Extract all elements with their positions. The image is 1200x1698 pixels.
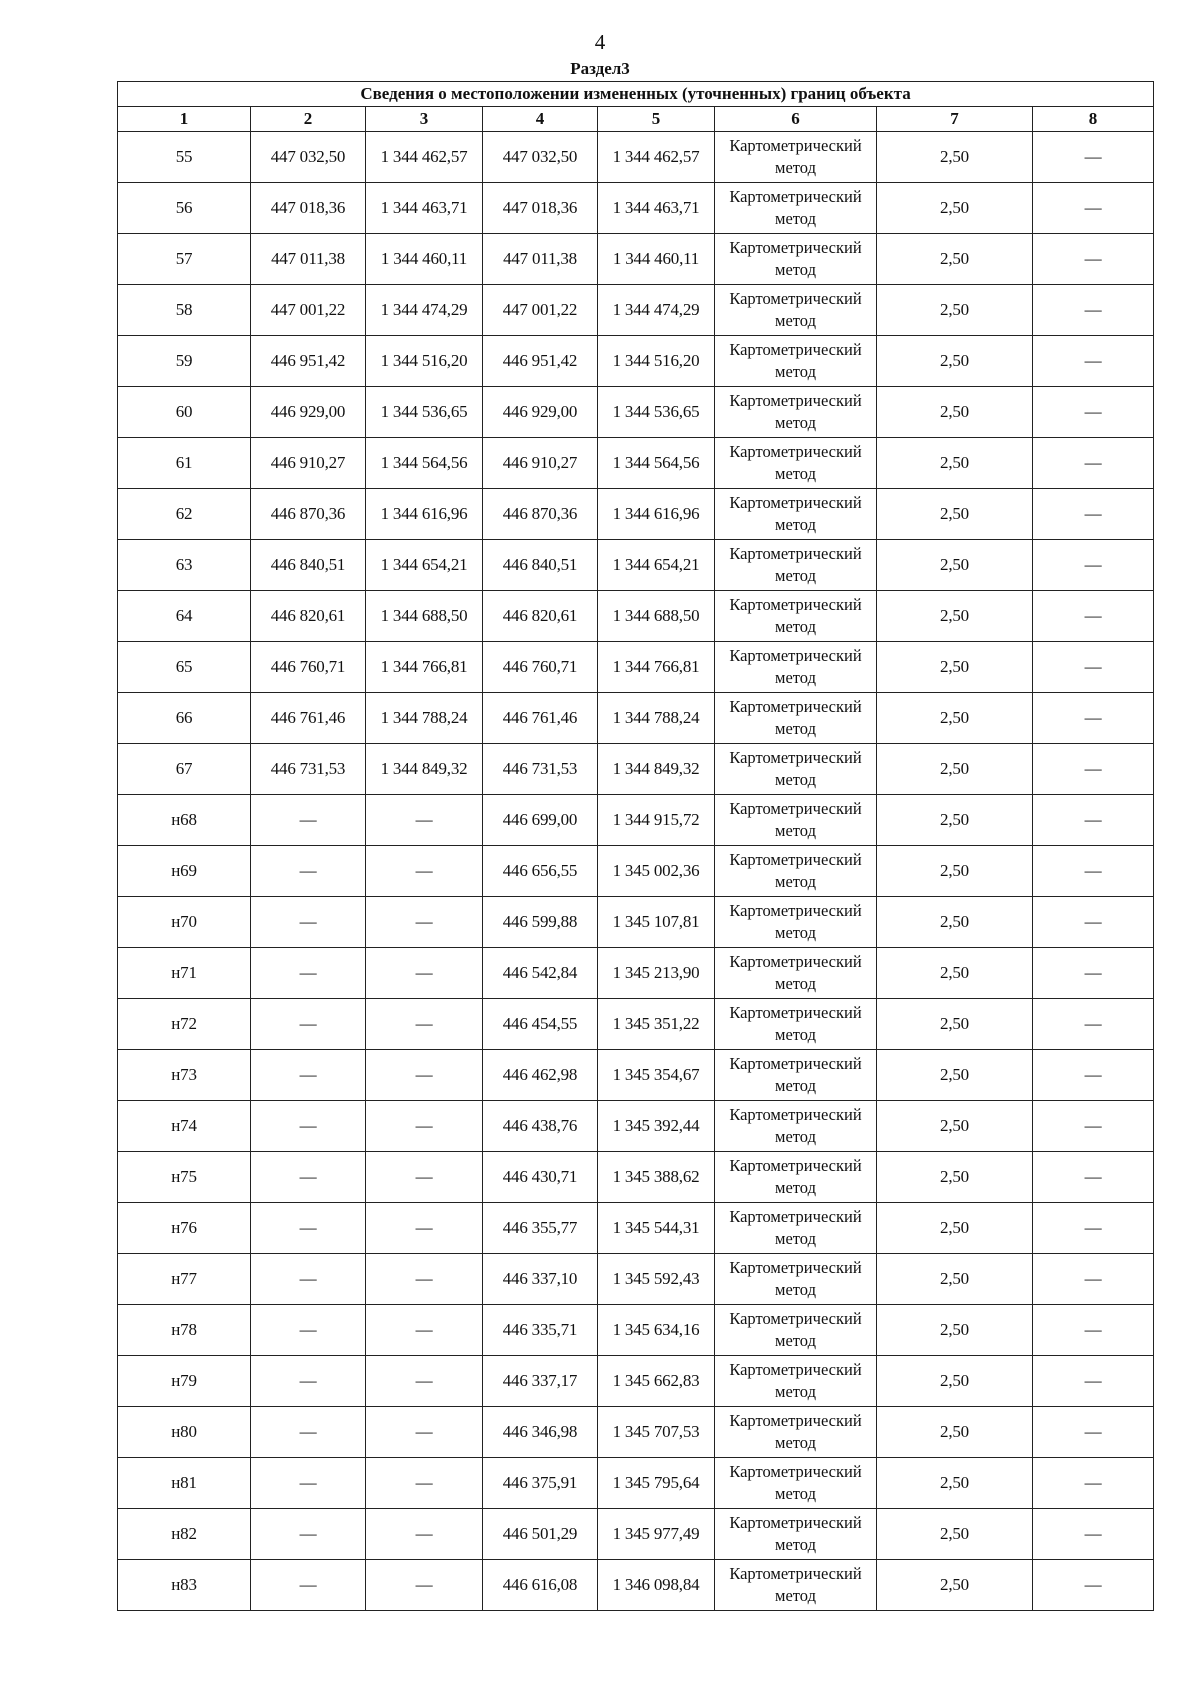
column-header: 1 (118, 107, 251, 132)
accuracy-cell: 2,50 (877, 540, 1033, 591)
table-row (118, 1101, 1154, 1152)
note-cell: — (1033, 1050, 1154, 1101)
table-row (118, 795, 1154, 846)
x-new-cell: 446 438,76 (483, 1101, 598, 1152)
x-old-cell: 447 001,22 (251, 285, 366, 336)
accuracy-cell: 2,50 (877, 489, 1033, 540)
x-old-cell: 447 018,36 (251, 183, 366, 234)
table-row (118, 1254, 1154, 1305)
y-new-cell: 1 345 351,22 (598, 999, 715, 1050)
table-row (118, 642, 1154, 693)
x-old-cell: — (251, 1458, 366, 1509)
point-number-cell: 65 (118, 642, 251, 693)
y-old-cell: 1 344 849,32 (366, 744, 483, 795)
x-old-cell: 447 032,50 (251, 132, 366, 183)
x-old-cell: — (251, 1560, 366, 1611)
point-number-cell: н81 (118, 1458, 251, 1509)
accuracy-cell: 2,50 (877, 1050, 1033, 1101)
x-new-cell: 446 761,46 (483, 693, 598, 744)
y-new-cell: 1 345 544,31 (598, 1203, 715, 1254)
method-cell: Картометрический метод (715, 999, 877, 1050)
x-old-cell: — (251, 795, 366, 846)
x-old-cell: 446 870,36 (251, 489, 366, 540)
accuracy-cell: 2,50 (877, 1305, 1033, 1356)
x-new-cell: 446 929,00 (483, 387, 598, 438)
y-new-cell: 1 344 788,24 (598, 693, 715, 744)
x-old-cell: — (251, 1050, 366, 1101)
x-new-cell: 446 542,84 (483, 948, 598, 999)
method-cell: Картометрический метод (715, 1203, 877, 1254)
point-number-cell: н82 (118, 1509, 251, 1560)
point-number-cell: 67 (118, 744, 251, 795)
table-body (118, 132, 1154, 1611)
table-row (118, 1356, 1154, 1407)
table-row (118, 540, 1154, 591)
point-number-cell: 64 (118, 591, 251, 642)
note-cell: — (1033, 438, 1154, 489)
point-number-cell: 60 (118, 387, 251, 438)
x-new-cell: 446 501,29 (483, 1509, 598, 1560)
y-old-cell: — (366, 795, 483, 846)
x-old-cell: — (251, 846, 366, 897)
table-row (118, 1050, 1154, 1101)
method-cell: Картометрический метод (715, 438, 877, 489)
y-new-cell: 1 345 592,43 (598, 1254, 715, 1305)
table-row (118, 948, 1154, 999)
method-cell: Картометрический метод (715, 897, 877, 948)
accuracy-cell: 2,50 (877, 285, 1033, 336)
accuracy-cell: 2,50 (877, 1152, 1033, 1203)
x-new-cell: 446 951,42 (483, 336, 598, 387)
accuracy-cell: 2,50 (877, 795, 1033, 846)
x-new-cell: 446 910,27 (483, 438, 598, 489)
accuracy-cell: 2,50 (877, 1254, 1033, 1305)
table-row (118, 591, 1154, 642)
x-old-cell: 446 929,00 (251, 387, 366, 438)
note-cell: — (1033, 1152, 1154, 1203)
y-old-cell: 1 344 474,29 (366, 285, 483, 336)
column-header: 8 (1033, 107, 1154, 132)
y-new-cell: 1 345 392,44 (598, 1101, 715, 1152)
y-old-cell: — (366, 1050, 483, 1101)
y-new-cell: 1 344 463,71 (598, 183, 715, 234)
x-new-cell: 446 599,88 (483, 897, 598, 948)
method-cell: Картометрический метод (715, 948, 877, 999)
note-cell: — (1033, 591, 1154, 642)
note-cell: — (1033, 1560, 1154, 1611)
point-number-cell: н75 (118, 1152, 251, 1203)
column-header: 2 (251, 107, 366, 132)
accuracy-cell: 2,50 (877, 948, 1033, 999)
table-row (118, 897, 1154, 948)
point-number-cell: н78 (118, 1305, 251, 1356)
note-cell: — (1033, 183, 1154, 234)
note-cell: — (1033, 132, 1154, 183)
column-header: 3 (366, 107, 483, 132)
x-new-cell: 446 840,51 (483, 540, 598, 591)
accuracy-cell: 2,50 (877, 1458, 1033, 1509)
point-number-cell: н73 (118, 1050, 251, 1101)
y-new-cell: 1 344 616,96 (598, 489, 715, 540)
point-number-cell: н70 (118, 897, 251, 948)
column-header: 6 (715, 107, 877, 132)
point-number-cell: 58 (118, 285, 251, 336)
method-cell: Картометрический метод (715, 132, 877, 183)
table-row (118, 132, 1154, 183)
page-number: 4 (594, 30, 606, 54)
table-row (118, 1509, 1154, 1560)
column-header: 5 (598, 107, 715, 132)
y-old-cell: 1 344 788,24 (366, 693, 483, 744)
x-new-cell: 446 656,55 (483, 846, 598, 897)
column-header: 4 (483, 107, 598, 132)
method-cell: Картометрический метод (715, 795, 877, 846)
method-cell: Картометрический метод (715, 693, 877, 744)
note-cell: — (1033, 846, 1154, 897)
y-new-cell: 1 345 662,83 (598, 1356, 715, 1407)
table-row (118, 744, 1154, 795)
method-cell: Картометрический метод (715, 183, 877, 234)
table-row (118, 285, 1154, 336)
note-cell: — (1033, 1101, 1154, 1152)
x-old-cell: — (251, 1101, 366, 1152)
x-old-cell: — (251, 999, 366, 1050)
point-number-cell: н80 (118, 1407, 251, 1458)
y-new-cell: 1 344 688,50 (598, 591, 715, 642)
table-row (118, 1305, 1154, 1356)
point-number-cell: н69 (118, 846, 251, 897)
point-number-cell: н72 (118, 999, 251, 1050)
x-new-cell: 446 616,08 (483, 1560, 598, 1611)
x-old-cell: 446 951,42 (251, 336, 366, 387)
note-cell: — (1033, 1407, 1154, 1458)
y-old-cell: — (366, 1203, 483, 1254)
y-new-cell: 1 344 849,32 (598, 744, 715, 795)
method-cell: Картометрический метод (715, 1305, 877, 1356)
y-new-cell: 1 344 654,21 (598, 540, 715, 591)
y-old-cell: 1 344 564,56 (366, 438, 483, 489)
method-cell: Картометрический метод (715, 540, 877, 591)
section-title: Раздел3 (570, 59, 630, 78)
accuracy-cell: 2,50 (877, 999, 1033, 1050)
y-old-cell: — (366, 1152, 483, 1203)
x-new-cell: 446 355,77 (483, 1203, 598, 1254)
method-cell: Картометрический метод (715, 1356, 877, 1407)
note-cell: — (1033, 999, 1154, 1050)
x-old-cell: 447 011,38 (251, 234, 366, 285)
y-new-cell: 1 345 634,16 (598, 1305, 715, 1356)
point-number-cell: 63 (118, 540, 251, 591)
x-old-cell: — (251, 897, 366, 948)
method-cell: Картометрический метод (715, 1254, 877, 1305)
x-old-cell: — (251, 948, 366, 999)
method-cell: Картометрический метод (715, 846, 877, 897)
accuracy-cell: 2,50 (877, 183, 1033, 234)
y-new-cell: 1 344 915,72 (598, 795, 715, 846)
point-number-cell: н71 (118, 948, 251, 999)
x-old-cell: 446 731,53 (251, 744, 366, 795)
accuracy-cell: 2,50 (877, 591, 1033, 642)
y-new-cell: 1 345 977,49 (598, 1509, 715, 1560)
note-cell: — (1033, 540, 1154, 591)
note-cell: — (1033, 234, 1154, 285)
point-number-cell: н68 (118, 795, 251, 846)
y-new-cell: 1 344 564,56 (598, 438, 715, 489)
y-old-cell: — (366, 1254, 483, 1305)
accuracy-cell: 2,50 (877, 1407, 1033, 1458)
y-old-cell: 1 344 463,71 (366, 183, 483, 234)
method-cell: Картометрический метод (715, 744, 877, 795)
y-new-cell: 1 345 707,53 (598, 1407, 715, 1458)
note-cell: — (1033, 744, 1154, 795)
y-old-cell: 1 344 688,50 (366, 591, 483, 642)
accuracy-cell: 2,50 (877, 132, 1033, 183)
y-old-cell: — (366, 1509, 483, 1560)
x-new-cell: 446 430,71 (483, 1152, 598, 1203)
note-cell: — (1033, 642, 1154, 693)
method-cell: Картометрический метод (715, 1050, 877, 1101)
x-old-cell: 446 840,51 (251, 540, 366, 591)
x-new-cell: 446 870,36 (483, 489, 598, 540)
table-row (118, 999, 1154, 1050)
y-old-cell: 1 344 654,21 (366, 540, 483, 591)
x-new-cell: 446 454,55 (483, 999, 598, 1050)
x-new-cell: 447 032,50 (483, 132, 598, 183)
accuracy-cell: 2,50 (877, 438, 1033, 489)
x-new-cell: 447 018,36 (483, 183, 598, 234)
x-new-cell: 446 346,98 (483, 1407, 598, 1458)
method-cell: Картометрический метод (715, 285, 877, 336)
note-cell: — (1033, 285, 1154, 336)
note-cell: — (1033, 1305, 1154, 1356)
point-number-cell: 62 (118, 489, 251, 540)
table-row (118, 183, 1154, 234)
y-old-cell: 1 344 536,65 (366, 387, 483, 438)
x-old-cell: — (251, 1152, 366, 1203)
x-old-cell: — (251, 1356, 366, 1407)
point-number-cell: 66 (118, 693, 251, 744)
accuracy-cell: 2,50 (877, 1509, 1033, 1560)
y-old-cell: — (366, 1101, 483, 1152)
note-cell: — (1033, 1356, 1154, 1407)
x-new-cell: 446 337,10 (483, 1254, 598, 1305)
table-row (118, 1458, 1154, 1509)
note-cell: — (1033, 1254, 1154, 1305)
x-new-cell: 446 731,53 (483, 744, 598, 795)
y-new-cell: 1 345 107,81 (598, 897, 715, 948)
table-row (118, 846, 1154, 897)
y-new-cell: 1 344 536,65 (598, 387, 715, 438)
note-cell: — (1033, 948, 1154, 999)
method-cell: Картометрический метод (715, 1152, 877, 1203)
y-old-cell: 1 344 462,57 (366, 132, 483, 183)
y-old-cell: — (366, 1560, 483, 1611)
note-cell: — (1033, 489, 1154, 540)
note-cell: — (1033, 336, 1154, 387)
accuracy-cell: 2,50 (877, 744, 1033, 795)
method-cell: Картометрический метод (715, 1407, 877, 1458)
accuracy-cell: 2,50 (877, 336, 1033, 387)
accuracy-cell: 2,50 (877, 846, 1033, 897)
table-row (118, 234, 1154, 285)
table-row (118, 489, 1154, 540)
note-cell: — (1033, 1509, 1154, 1560)
x-old-cell: — (251, 1254, 366, 1305)
note-cell: — (1033, 1458, 1154, 1509)
point-number-cell: 61 (118, 438, 251, 489)
accuracy-cell: 2,50 (877, 234, 1033, 285)
note-cell: — (1033, 693, 1154, 744)
point-number-cell: 55 (118, 132, 251, 183)
accuracy-cell: 2,50 (877, 642, 1033, 693)
point-number-cell: н83 (118, 1560, 251, 1611)
y-new-cell: 1 345 795,64 (598, 1458, 715, 1509)
y-old-cell: — (366, 999, 483, 1050)
table-row (118, 387, 1154, 438)
coordinates-table (117, 81, 1154, 1611)
table-row (118, 1407, 1154, 1458)
x-new-cell: 447 011,38 (483, 234, 598, 285)
y-new-cell: 1 345 388,62 (598, 1152, 715, 1203)
method-cell: Картометрический метод (715, 234, 877, 285)
accuracy-cell: 2,50 (877, 1356, 1033, 1407)
accuracy-cell: 2,50 (877, 1101, 1033, 1152)
table-row (118, 336, 1154, 387)
y-old-cell: — (366, 897, 483, 948)
note-cell: — (1033, 897, 1154, 948)
y-old-cell: — (366, 1407, 483, 1458)
x-old-cell: — (251, 1203, 366, 1254)
method-cell: Картометрический метод (715, 591, 877, 642)
x-old-cell: 446 761,46 (251, 693, 366, 744)
y-old-cell: 1 344 616,96 (366, 489, 483, 540)
method-cell: Картометрический метод (715, 1560, 877, 1611)
x-old-cell: — (251, 1509, 366, 1560)
y-new-cell: 1 344 460,11 (598, 234, 715, 285)
method-cell: Картометрический метод (715, 642, 877, 693)
accuracy-cell: 2,50 (877, 1203, 1033, 1254)
x-old-cell: — (251, 1305, 366, 1356)
y-old-cell: — (366, 948, 483, 999)
x-old-cell: 446 760,71 (251, 642, 366, 693)
accuracy-cell: 2,50 (877, 387, 1033, 438)
x-new-cell: 447 001,22 (483, 285, 598, 336)
table-row (118, 1560, 1154, 1611)
note-cell: — (1033, 387, 1154, 438)
y-old-cell: 1 344 460,11 (366, 234, 483, 285)
y-new-cell: 1 344 766,81 (598, 642, 715, 693)
x-new-cell: 446 337,17 (483, 1356, 598, 1407)
table-row (118, 1152, 1154, 1203)
method-cell: Картометрический метод (715, 489, 877, 540)
point-number-cell: 57 (118, 234, 251, 285)
x-old-cell: 446 820,61 (251, 591, 366, 642)
x-new-cell: 446 375,91 (483, 1458, 598, 1509)
x-new-cell: 446 820,61 (483, 591, 598, 642)
x-new-cell: 446 462,98 (483, 1050, 598, 1101)
table-caption: Сведения о местоположении измененных (уточненных) границ объекта (118, 82, 1154, 107)
point-number-cell: н74 (118, 1101, 251, 1152)
y-new-cell: 1 344 474,29 (598, 285, 715, 336)
point-number-cell: н77 (118, 1254, 251, 1305)
y-new-cell: 1 345 002,36 (598, 846, 715, 897)
method-cell: Картометрический метод (715, 1509, 877, 1560)
point-number-cell: н76 (118, 1203, 251, 1254)
accuracy-cell: 2,50 (877, 1560, 1033, 1611)
point-number-cell: 56 (118, 183, 251, 234)
column-header: 7 (877, 107, 1033, 132)
table-row (118, 1203, 1154, 1254)
y-old-cell: 1 344 766,81 (366, 642, 483, 693)
y-old-cell: — (366, 1305, 483, 1356)
method-cell: Картометрический метод (715, 387, 877, 438)
x-new-cell: 446 699,00 (483, 795, 598, 846)
y-new-cell: 1 346 098,84 (598, 1560, 715, 1611)
y-new-cell: 1 345 213,90 (598, 948, 715, 999)
y-old-cell: 1 344 516,20 (366, 336, 483, 387)
table-row (118, 693, 1154, 744)
y-new-cell: 1 344 516,20 (598, 336, 715, 387)
x-new-cell: 446 760,71 (483, 642, 598, 693)
method-cell: Картометрический метод (715, 1101, 877, 1152)
point-number-cell: 59 (118, 336, 251, 387)
x-new-cell: 446 335,71 (483, 1305, 598, 1356)
point-number-cell: н79 (118, 1356, 251, 1407)
y-old-cell: — (366, 1356, 483, 1407)
note-cell: — (1033, 1203, 1154, 1254)
y-old-cell: — (366, 846, 483, 897)
table-row (118, 438, 1154, 489)
note-cell: — (1033, 795, 1154, 846)
y-new-cell: 1 344 462,57 (598, 132, 715, 183)
accuracy-cell: 2,50 (877, 897, 1033, 948)
x-old-cell: 446 910,27 (251, 438, 366, 489)
y-new-cell: 1 345 354,67 (598, 1050, 715, 1101)
method-cell: Картометрический метод (715, 1458, 877, 1509)
x-old-cell: — (251, 1407, 366, 1458)
y-old-cell: — (366, 1458, 483, 1509)
column-number-row (118, 107, 1154, 132)
method-cell: Картометрический метод (715, 336, 877, 387)
accuracy-cell: 2,50 (877, 693, 1033, 744)
